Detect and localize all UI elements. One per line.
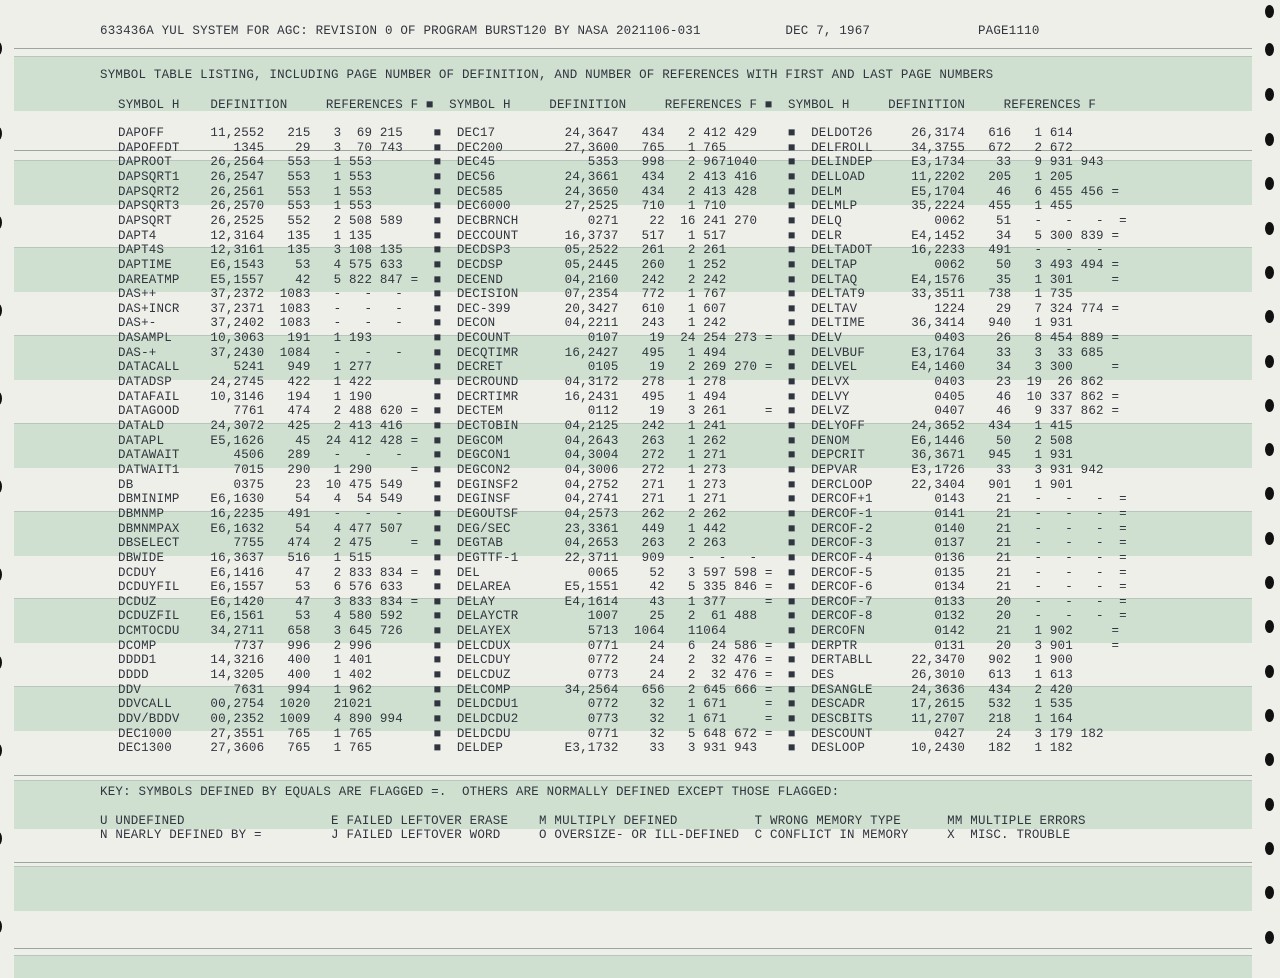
table-row: DATWAIT1 7015 290 1 290 = ■ DEGCON2 04,3006 272 1 273 ■ DEPVAR E3,1726 33 3 931 942 bbox=[118, 462, 1104, 477]
table-row: DAS+- 37,2402 1083 - - - ■ DECON 04,2211 243 1 242 ■ DELTIME 36,3414 940 1 931 bbox=[118, 316, 1073, 331]
feed-hole bbox=[0, 568, 2, 581]
page-rule bbox=[14, 775, 1252, 776]
feed-hole bbox=[1265, 222, 1274, 235]
feed-hole bbox=[1265, 266, 1274, 279]
green-band bbox=[14, 955, 1252, 978]
feed-hole bbox=[0, 127, 2, 140]
page-rule bbox=[14, 948, 1252, 949]
table-row: DBMNMPAX E6,1632 54 4 477 507 ■ DEG/SEC 23,3361 449 1 442 ■ DERCOF-2 0140 21 - - - = bbox=[118, 521, 1127, 536]
feed-hole bbox=[1265, 931, 1274, 944]
table-row: DCDUYFIL E6,1557 53 6 576 633 ■ DELAREA E5,1551 42 5 335 846 = ■ DERCOF-6 0134 21 - - - = bbox=[118, 580, 1127, 595]
green-band bbox=[14, 866, 1252, 911]
table-row: DBMNMP 16,2235 491 - - - ■ DEGOUTSF 04,2573 262 2 262 ■ DERCOF-1 0141 21 - - - = bbox=[118, 506, 1127, 521]
key-line: KEY: SYMBOLS DEFINED BY EQUALS ARE FLAGGED =. OTHERS ARE NORMALLY DEFINED EXCEPT THOSE FLAGGED: bbox=[100, 785, 840, 799]
feed-hole bbox=[1265, 532, 1274, 545]
feed-hole bbox=[1265, 133, 1274, 146]
column-headers: SYMBOL H DEFINITION REFERENCES F ■ SYMBOL H DEFINITION REFERENCES F ■ SYMBOL H DEFINITION REFERENCES F bbox=[118, 98, 1097, 112]
feed-hole bbox=[0, 42, 2, 55]
table-row: DDV 7631 994 1 962 ■ DELCOMP 34,2564 656 2 645 666 = ■ DESANGLE 24,3636 434 2 420 bbox=[118, 682, 1073, 697]
feed-hole bbox=[1265, 886, 1274, 899]
table-row: DBSELECT 7755 474 2 475 = ■ DEGTAB 04,2653 263 2 263 ■ DERCOF-3 0137 21 - - - = bbox=[118, 536, 1127, 551]
table-row: DATALD 24,3072 425 2 413 416 ■ DECTOBIN 04,2125 242 1 241 ■ DELYOFF 24,3652 434 1 415 bbox=[118, 419, 1073, 433]
feed-hole bbox=[1265, 842, 1274, 855]
feed-hole bbox=[1265, 487, 1274, 500]
page-rule bbox=[14, 48, 1252, 49]
feed-hole bbox=[1265, 753, 1274, 766]
page-header: 633436A YUL SYSTEM FOR AGC: REVISION 0 OF PROGRAM BURST120 BY NASA 2021106-031 DEC 7, 1967 PAGE1110 bbox=[100, 24, 1040, 38]
legend-line-1: U UNDEFINED E FAILED LEFTOVER ERASE M MULTIPLY DEFINED T WRONG MEMORY TYPE MM MULTIPLE ERRORS bbox=[100, 814, 1086, 828]
table-row: DAS-+ 37,2430 1084 - - - ■ DECQTIMR 16,2427 495 1 494 ■ DELVBUF E3,1764 33 3 33 685 bbox=[118, 345, 1104, 360]
feed-hole bbox=[1265, 443, 1274, 456]
feed-hole bbox=[1265, 620, 1274, 633]
feed-hole bbox=[1265, 709, 1274, 722]
table-row: DATAFAIL 10,3146 194 1 190 ■ DECRTIMR 16,2431 495 1 494 ■ DELVY 0405 46 10 337 862 = bbox=[118, 389, 1120, 404]
table-row: DDVCALL 00,2754 1020 21021 ■ DELDCDU1 0772 32 1 671 = ■ DESCADR 17,2615 532 1 535 bbox=[118, 697, 1073, 712]
listing-subtitle: SYMBOL TABLE LISTING, INCLUDING PAGE NUMBER OF DEFINITION, AND NUMBER OF REFERENCES WITH FIRST AND LAST PAGE NUMBERS bbox=[100, 68, 994, 82]
table-row: DAPOFF 11,2552 215 3 69 215 ■ DEC17 24,3647 434 2 412 429 ■ DELDOT26 26,3174 616 1 614 bbox=[118, 126, 1073, 140]
table-row: DAS+INCR 37,2371 1083 - - - ■ DEC-399 20,3427 610 1 607 ■ DELTAV 1224 29 7 324 774 = bbox=[118, 301, 1120, 316]
table-row: DAPTIME E6,1543 53 4 575 633 ■ DECDSP 05,2445 260 1 252 ■ DELTAP 0062 50 3 493 494 = bbox=[118, 257, 1120, 272]
table-row: DAPT4 12,3164 135 1 135 ■ DECCOUNT 16,3737 517 1 517 ■ DELR E4,1452 34 5 300 839 = bbox=[118, 228, 1120, 243]
table-row: DCDUY E6,1416 47 2 833 834 = ■ DEL 0065 52 3 597 598 = ■ DERCOF-5 0135 21 - - - = bbox=[118, 565, 1127, 580]
feed-hole bbox=[0, 832, 2, 845]
feed-hole bbox=[0, 920, 2, 933]
table-row: DAPT4S 12,3161 135 3 108 135 ■ DECDSP3 05,2522 261 2 261 ■ DELTADOT 16,2233 491 - - - bbox=[118, 243, 1104, 258]
table-row: DATADSP 24,2745 422 1 422 ■ DECROUND 04,3172 278 1 278 ■ DELVX 0403 23 19 26 862 bbox=[118, 375, 1104, 390]
table-row: DAPSQRT 26,2525 552 2 508 589 ■ DECBRNCH 0271 22 16 241 270 ■ DELQ 0062 51 - - - = bbox=[118, 213, 1127, 228]
table-row: DEC1000 27,3551 765 1 765 ■ DELDCDU 0771 32 5 648 672 = ■ DESCOUNT 0427 24 3 179 182 bbox=[118, 726, 1104, 741]
feed-hole bbox=[1265, 5, 1274, 18]
feed-hole bbox=[0, 480, 2, 493]
table-row: DAREATMP E5,1557 42 5 822 847 = ■ DECEND 04,2160 242 2 242 ■ DELTAQ E4,1576 35 1 301 = bbox=[118, 272, 1120, 287]
table-row: DCMTOCDU 34,2711 658 3 645 726 ■ DELAYEX 5713 1064 11064 ■ DERCOFN 0142 21 1 902 = bbox=[118, 624, 1120, 639]
table-row: DBMINIMP E6,1630 54 4 54 549 ■ DEGINSF 04,2741 271 1 271 ■ DERCOF+1 0143 21 - - - = bbox=[118, 492, 1127, 507]
table-row: DATACALL 5241 949 1 277 ■ DECRET 0105 19 2 269 270 = ■ DELVEL E4,1460 34 3 300 = bbox=[118, 360, 1120, 375]
feed-hole bbox=[1265, 399, 1274, 412]
table-row: DDDD1 14,3216 400 1 401 ■ DELCDUY 0772 24 2 32 476 = ■ DERTABLL 22,3470 902 1 900 bbox=[118, 653, 1073, 668]
table-row: DAPSQRT3 26,2570 553 1 553 ■ DEC6000 27,2525 710 1 710 ■ DELMLP 35,2224 455 1 455 bbox=[118, 199, 1073, 214]
feed-hole bbox=[1265, 88, 1274, 101]
page-rule bbox=[14, 862, 1252, 863]
table-row: DCDUZ E6,1420 47 3 833 834 = ■ DELAY E4,1614 43 1 377 = ■ DERCOF-7 0133 20 - - - = bbox=[118, 594, 1127, 609]
feed-hole bbox=[1265, 576, 1274, 589]
feed-hole bbox=[1265, 355, 1274, 368]
feed-hole bbox=[1265, 43, 1274, 56]
table-row: DAPSQRT2 26,2561 553 1 553 ■ DEC585 24,3650 434 2 413 428 ■ DELM E5,1704 46 6 455 456 = bbox=[118, 184, 1120, 199]
table-row: DBWIDE 16,3637 516 1 515 ■ DEGTTF-1 22,3711 909 - - - ■ DERCOF-4 0136 21 - - - = bbox=[118, 550, 1127, 565]
feed-hole bbox=[0, 744, 2, 757]
feed-hole bbox=[1265, 177, 1274, 190]
legend-line-2: N NEARLY DEFINED BY = J FAILED LEFTOVER WORD O OVERSIZE- OR ILL-DEFINED C CONFLICT IN MEMORY X MISC. TROUBLE bbox=[100, 828, 1071, 842]
table-row: DB 0375 23 10 475 549 ■ DEGINSF2 04,2752 271 1 273 ■ DERCLOOP 22,3404 901 1 901 bbox=[118, 477, 1073, 492]
feed-hole bbox=[0, 216, 2, 229]
table-row: DAPROOT 26,2564 553 1 553 ■ DEC45 5353 998 2 9671040 ■ DELINDEP E3,1734 33 9 931 943 bbox=[118, 155, 1104, 170]
table-row: DDV/BDDV 00,2352 1009 4 890 994 ■ DELDCDU2 0773 32 1 671 = ■ DESCBITS 11,2707 218 1 164 bbox=[118, 712, 1073, 726]
feed-hole bbox=[0, 656, 2, 669]
table-row: DAPSQRT1 26,2547 553 1 553 ■ DEC56 24,3661 434 2 413 416 ■ DELLOAD 11,2202 205 1 205 bbox=[118, 169, 1073, 184]
table-row: DASAMPL 10,3063 191 1 193 ■ DECOUNT 0107 19 24 254 273 = ■ DELV 0403 26 8 454 889 = bbox=[118, 331, 1120, 346]
feed-hole bbox=[0, 392, 2, 405]
feed-hole bbox=[1265, 798, 1274, 811]
table-row: DCOMP 7737 996 2 996 ■ DELCDUX 0771 24 6 24 586 = ■ DERPTR 0131 20 3 901 = bbox=[118, 638, 1120, 653]
table-row: DATAPL E5,1626 45 24 412 428 = ■ DEGCOM 04,2643 263 1 262 ■ DENOM E6,1446 50 2 508 bbox=[118, 433, 1073, 448]
table-row: DEC1300 27,3606 765 1 765 ■ DELDEP E3,1732 33 3 931 943 ■ DESLOOP 10,2430 182 1 182 bbox=[118, 741, 1073, 756]
table-row: DDDD 14,3205 400 1 402 ■ DELCDUZ 0773 24 2 32 476 = ■ DES 26,3010 613 1 613 bbox=[118, 668, 1073, 683]
table-row: DATAGOOD 7761 474 2 488 620 = ■ DECTEM 0112 19 3 261 = ■ DELVZ 0407 46 9 337 862 = bbox=[118, 404, 1120, 419]
feed-hole bbox=[1265, 665, 1274, 678]
table-row: DATAWAIT 4506 289 - - - ■ DEGCON1 04,3004 272 1 271 ■ DEPCRIT 36,3671 945 1 931 bbox=[118, 448, 1073, 463]
table-row: DCDUZFIL E6,1561 53 4 580 592 ■ DELAYCTR 1007 25 2 61 488 ■ DERCOF-8 0132 20 - - - = bbox=[118, 609, 1127, 624]
feed-hole bbox=[0, 304, 2, 317]
feed-hole bbox=[1265, 310, 1274, 323]
table-row: DAS++ 37,2372 1083 - - - ■ DECISION 07,2354 772 1 767 ■ DELTAT9 33,3511 738 1 735 bbox=[118, 287, 1073, 302]
table-row: DAPOFFDT 1345 29 3 70 743 ■ DEC200 27,3600 765 1 765 ■ DELFROLL 34,3755 672 2 672 bbox=[118, 140, 1073, 155]
